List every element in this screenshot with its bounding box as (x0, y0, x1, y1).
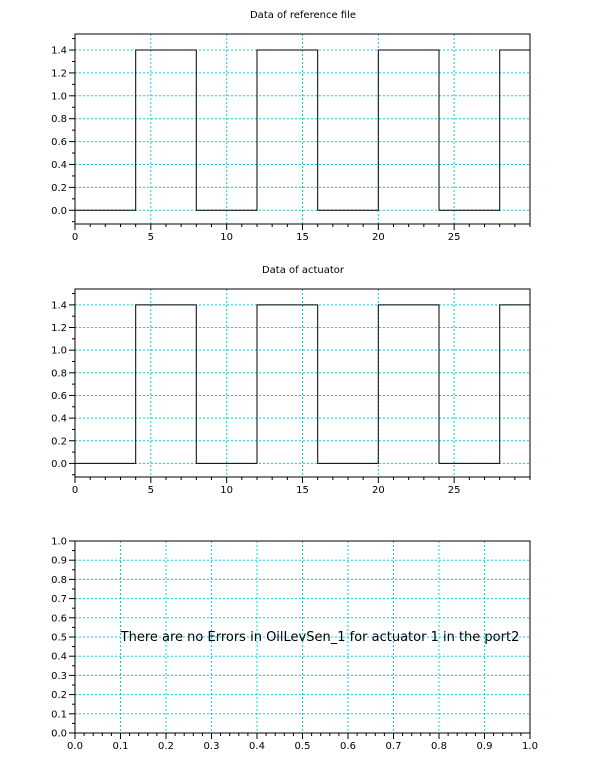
x-tick-label: 0.9 (476, 741, 493, 752)
x-tick-label: 25 (447, 485, 461, 496)
no-errors-message: There are no Errors in OilLevSen_1 for actuator 1 in the port2 (120, 630, 520, 645)
x-tick-label: 0.3 (203, 741, 220, 752)
y-tick-label: 1.0 (51, 536, 67, 548)
chart-reference-file (51, 10, 530, 243)
x-tick-label: 0 (71, 232, 79, 243)
x-tick-label: 0.7 (385, 741, 402, 752)
y-tick-label: 0.2 (51, 690, 67, 702)
x-tick-label: 0.6 (340, 741, 356, 752)
y-tick-label: 0.6 (51, 613, 67, 625)
series (75, 305, 530, 464)
x-tick-label: 0.0 (67, 741, 83, 752)
x-tick-label: 1.0 (522, 741, 538, 752)
y-tick-label: 0.4 (51, 413, 67, 425)
x-tick-label: 20 (371, 232, 385, 243)
y-tick-label: 0.8 (51, 114, 67, 126)
y-tick-label: 1.2 (51, 68, 67, 80)
x-tick-label: 10 (220, 232, 234, 243)
y-tick-label: 0.2 (51, 182, 67, 194)
y-tick-label: 0.0 (51, 728, 67, 740)
x-tick-label: 25 (447, 232, 461, 243)
x-tick-label: 5 (147, 485, 155, 496)
x-tick-label: 5 (147, 232, 155, 243)
x-tick-label: 15 (296, 232, 309, 243)
y-tick-label: 1.2 (51, 323, 67, 335)
y-tick-label: 0.8 (51, 368, 67, 380)
y-tick-label: 0.0 (51, 458, 67, 470)
x-tick-label: 0.5 (294, 741, 311, 752)
chart-actuator (51, 265, 530, 496)
y-tick-label: 1.0 (51, 91, 67, 103)
grid (75, 289, 530, 477)
y-tick-label: 1.4 (51, 45, 67, 57)
grid (75, 34, 530, 224)
y-tick-label: 0.6 (51, 137, 67, 149)
y-tick-label: 0.5 (51, 632, 67, 644)
y-tick-label: 0.2 (51, 436, 67, 448)
series-line-actuator (75, 305, 530, 464)
x-tick-label: 20 (371, 485, 385, 496)
y-tick-label: 0.7 (51, 594, 67, 606)
ticks (51, 39, 530, 243)
x-tick-label: 15 (296, 485, 309, 496)
y-tick-label: 0.6 (51, 390, 67, 402)
x-tick-label: 10 (220, 485, 234, 496)
chart-title: Data of reference file (249, 10, 357, 21)
y-tick-label: 1.4 (51, 300, 67, 312)
y-tick-label: 0.4 (51, 159, 67, 171)
x-tick-label: 0.4 (249, 741, 265, 752)
chart-title: Data of actuator (261, 265, 345, 276)
y-tick-label: 0.8 (51, 574, 67, 586)
x-tick-label: 0.1 (112, 741, 129, 752)
y-tick-label: 0.4 (51, 651, 67, 663)
y-tick-label: 0.0 (51, 205, 67, 217)
x-tick-label: 0.8 (431, 741, 447, 752)
chart-errors (51, 537, 538, 753)
x-tick-label: 0.2 (158, 741, 174, 752)
y-tick-label: 0.1 (51, 709, 67, 721)
y-tick-label: 0.3 (51, 670, 67, 682)
y-tick-label: 0.9 (51, 555, 67, 567)
y-tick-label: 1.0 (51, 345, 67, 357)
x-tick-label: 0 (71, 485, 79, 496)
ticks (51, 294, 530, 496)
